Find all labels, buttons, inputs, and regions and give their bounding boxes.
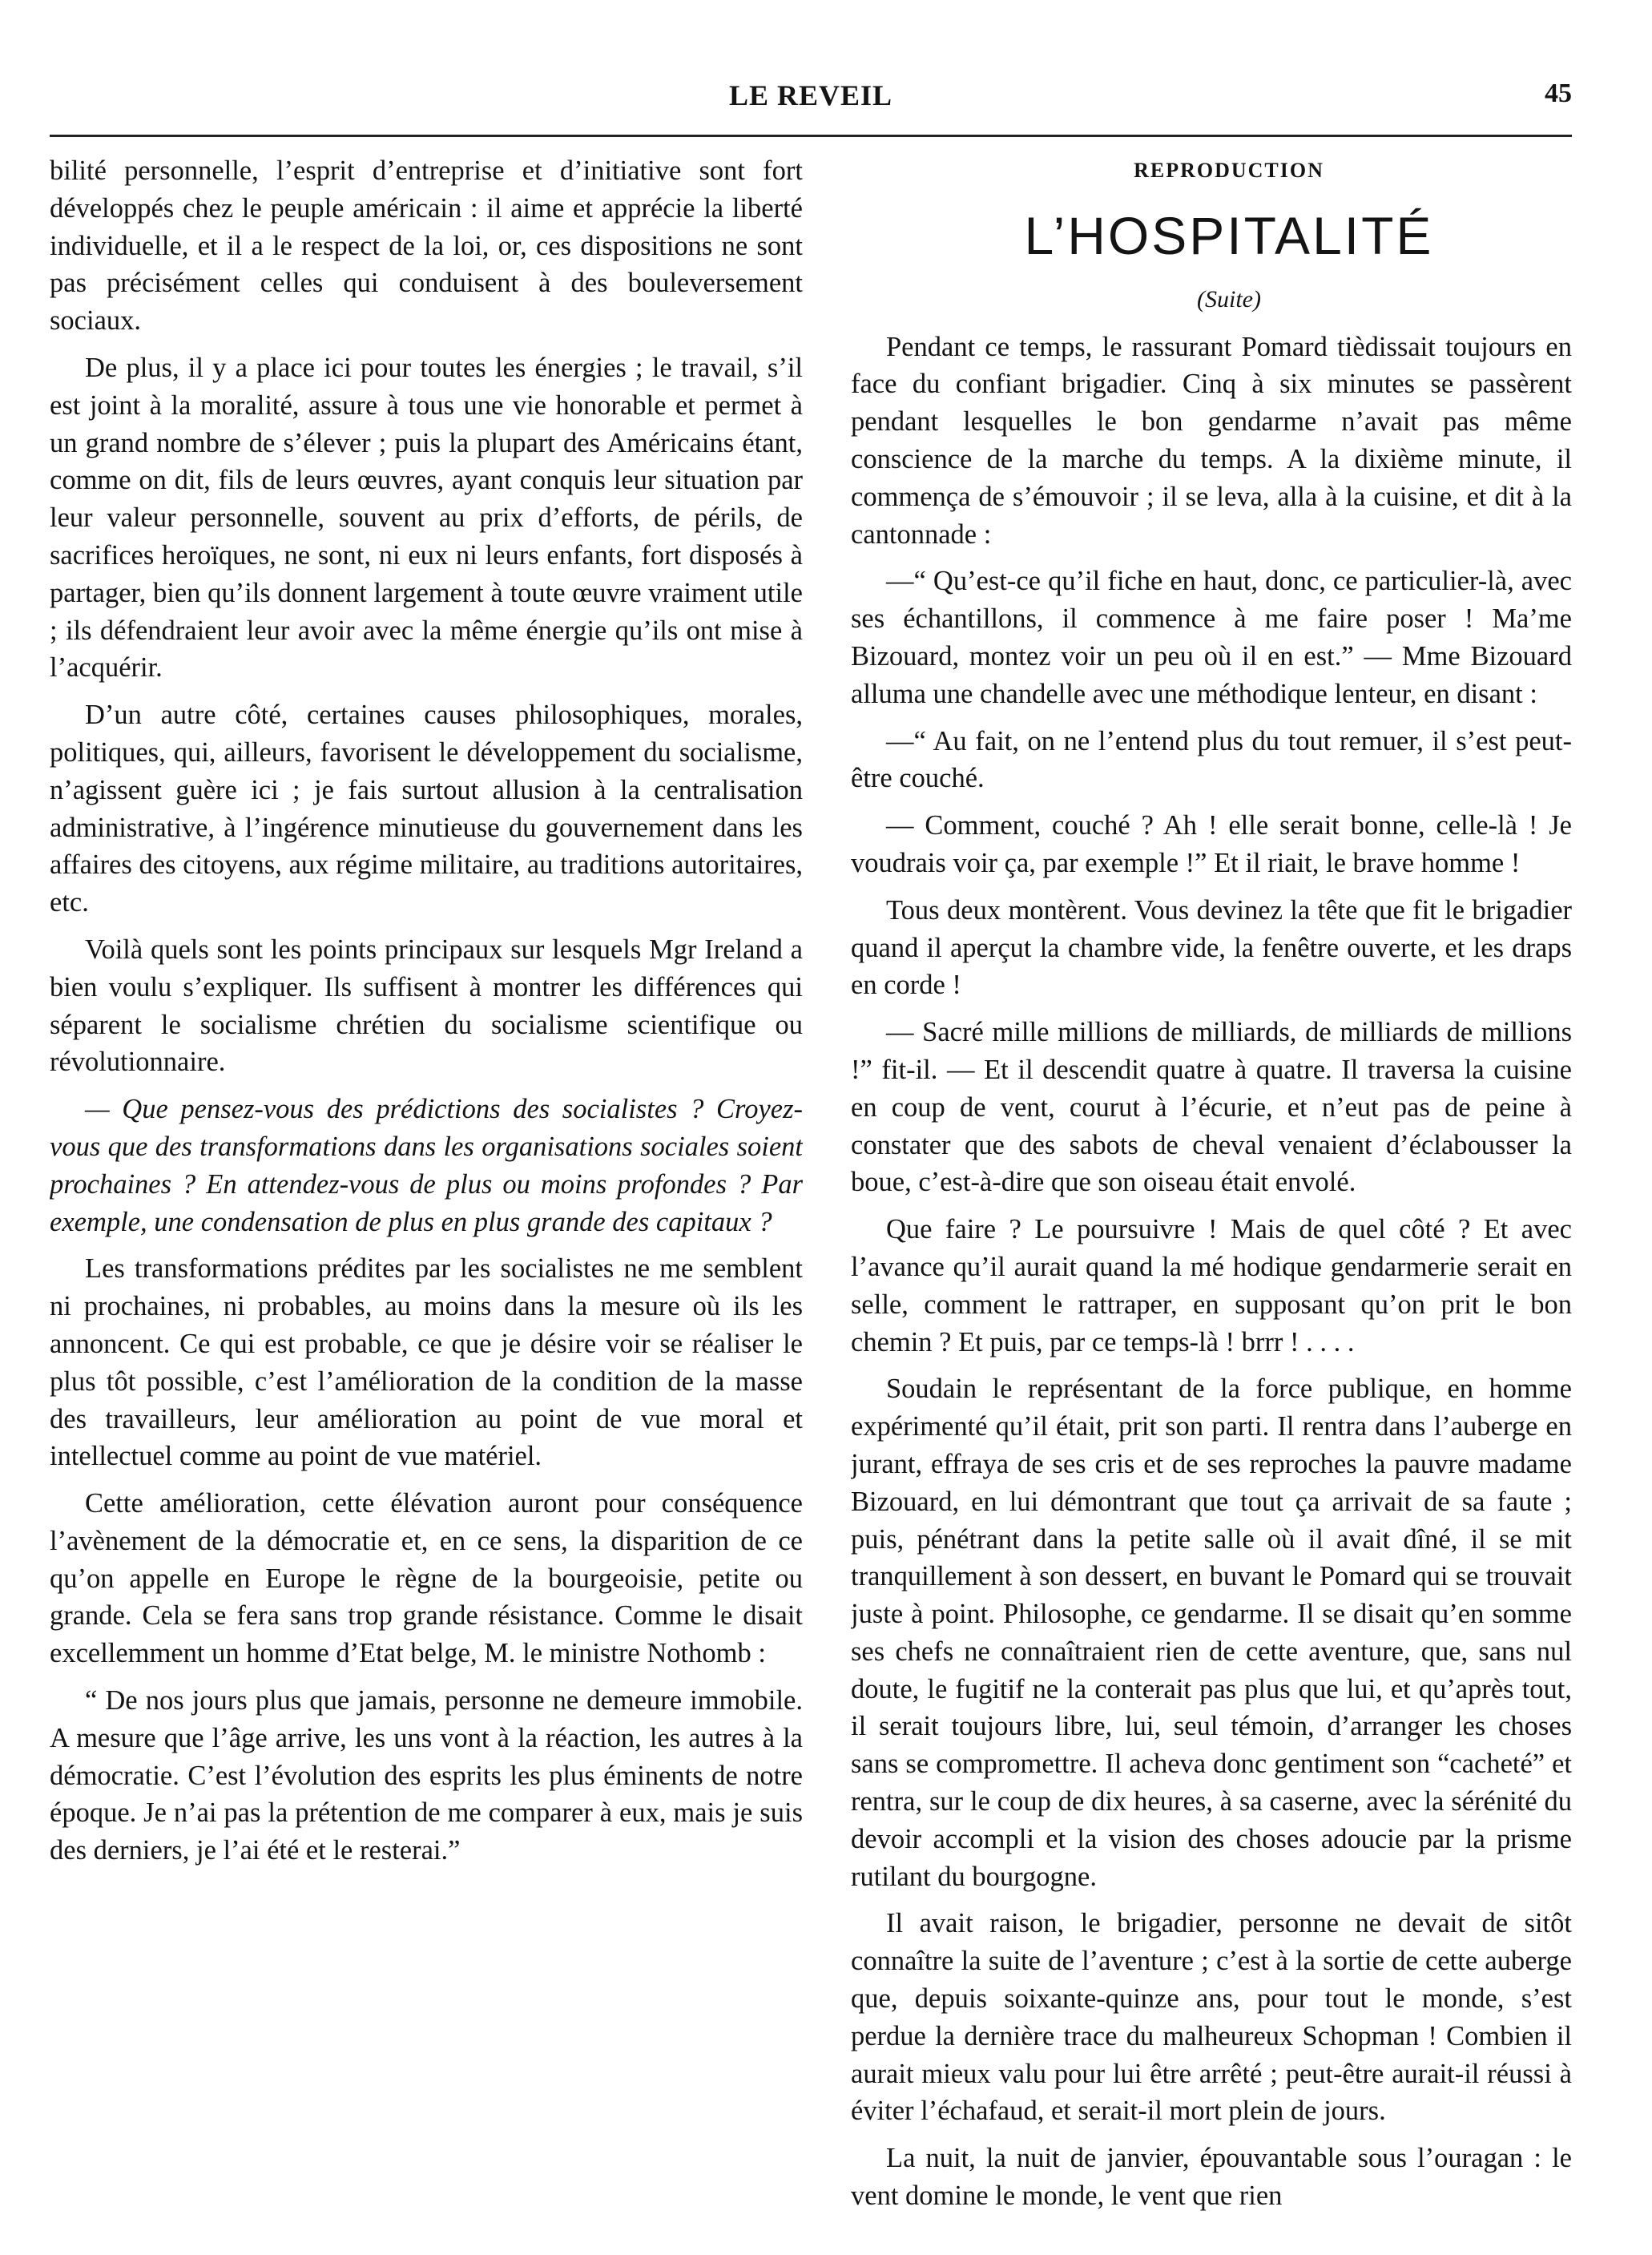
article-subtitle: (Suite) [1197,285,1261,313]
journal-title: LE REVEIL [728,79,893,111]
paragraph: Il avait raison, le brigadier, personne ne devait de sitôt connaître la suite de l’aventure ; c’est à la sortie de cette auberge que, depuis soixante-quinze ans, pour tout le monde, s’est perdue la dernière trace du malheureux Schopman ! Combien il aurait mieux valu pour lui être arrêté ; peut-être aurait-il réussi à éviter l’échafaud, et serait-il mort plein de jours. [851,1908,1572,2127]
paragraph: De plus, il y a place ici pour toutes les énergies ; le travail, s’il est joint à la moralité, assure à tous une vie honorable et permet à un grand nombre de s’élever ; puis la plupart des Américains étant, comme on dit, fils de leurs œuvres, ayant conquis leur situation par leur valeur personnelle, souvent au prix d’efforts, de périls, de sacrifices heroïques, ne sont, ni eux ni leurs enfants, fort disposés à partager, bien qu’ils donnent largement à toute œuvre vraiment utile ; ils défendraient leur avoir avec la même énergie qu’ils ont mise à l’acquérir. [50,352,803,684]
header-rule [50,135,1572,137]
paragraph: Soudain le représentant de la force publique, en homme expérimenté qu’il était, prit son parti. Il rentra dans l’auberge en jurant, effraya de ses cris et de ses reproches la pauvre madame Bizouard, en lui démontrant que tout ça arrivait de sa faute ; puis, pénétrant dans la petite salle où il avait dîné, il se mit tranquillement à son dessert, en buvant le Pomard qui se trouvait juste à point. Philosophe, ce gendarme. Il se disait qu’en somme ses chefs ne connaîtraient rien de cette aventure, que, sans nul doute, le fugitif ne la conterait pas plus que lui, et qu’après tout, il serait toujours libre, lui, seul témoin, d’arranger les choses sans se compromettre. Il acheva donc gentiment son “cacheté” et rentra, sur le coup de dix heures, à sa caserne, avec la sérénité du devoir accompli et la vision des choses adoucie par la prisme rutilant du bourgogne. [851,1374,1572,1892]
paragraph: Pendant ce temps, le rassurant Pomard tièdissait toujours en face du confiant brigadier. Cinq à six minutes se passèrent pendant lesquelles le bon gendarme n’avait pas même conscience de la marche du temps. A la dixième minute, il commença de s’émouvoir ; il se leva, alla à la cuisine, et dit à la cantonnade : [851,331,1572,550]
paragraph: Que faire ? Le poursuivre ! Mais de quel côté ? Et avec l’avance qu’il aurait quand la mé hodique gendarmerie serait en selle, comment le rattraper, en supposant qu’on prit le bon chemin ? Et puis, par ce temps-là ! brrr ! . . . . [851,1214,1572,1357]
paragraph: D’un autre côté, certaines causes philosophiques, morales, politiques, qui, ailleurs, favorisent le développement du socialisme, n’agissent guère ici ; je fais surtout allusion à la centralisation administrative, à l’ingérence minutieuse du gouvernement dans les affaires des citoyens, aux régime militaire, au traditions autoritaires, etc. [50,700,803,918]
paragraph: Tous deux montèrent. Vous devinez la tête que fit le brigadier quand il aperçut la chambre vide, la fenêtre ouverte, et les draps en corde ! [851,894,1572,1001]
paragraph: Les transformations prédites par les socialistes ne me semblent ni prochaines, ni probables, au moins dans la mesure où ils les annoncent. Ce qui est probable, ce que je désire voir se réaliser le plus tôt possible, c’est l’amélioration de la condition de la masse des travailleurs, leur amélioration au point de vue moral et intellectuel comme au point de vue matériel. [50,1253,803,1472]
paragraph: Voilà quels sont les points principaux sur lesquels Mgr Ireland a bien voulu s’expliquer. Ils suffisent à montrer les différences qui séparent le socialisme chrétien du socialisme scientifique ou révolutionnaire. [50,934,803,1078]
left-column [50,152,803,2228]
page-number: 45 [1545,79,1572,108]
section-label: REPRODUCTION [1134,159,1324,182]
right-column [851,152,1572,2228]
article-title: L’HOSPITALITÉ [1024,205,1434,265]
paragraph: —“ Au fait, on ne l’entend plus du tout remuer, il s’est peut-être couché. [851,725,1572,794]
paragraph: bilité personnelle, l’esprit d’entreprise et d’initiative sont fort développés chez le peuple américain : il aime et apprécie la liberté individuelle, et il a le respect de la loi, or, ces dispositions ne sont pas précisément celles qui conduisent à des bouleversement sociaux. [50,155,803,337]
paragraph: — Sacré mille millions de milliards, de milliards de millions !” fit-il. — Et il descendit quatre à quatre. Il traversa la cuisine en coup de vent, courut à l’écurie, et n’eut pas de peine à constater que des sabots de cheval venaient d’éclabousser la boue, c’est-à-dire que son oiseau était envolé. [851,1017,1572,1198]
paragraph: La nuit, la nuit de janvier, épouvantable sous l’ouragan : le vent domine le monde, le vent que rien [851,2143,1572,2212]
paragraph: Cette amélioration, cette élévation auront pour conséquence l’avènement de la démocratie et, en ce sens, la disparition de ce qu’on appelle en Europe le règne de la bourgeoisie, petite ou grande. Cela se fera sans trop grande résistance. Comme le disait excellemment un homme d’Etat belge, M. le ministre Nothomb : [50,1488,803,1669]
quotation: “ De nos jours plus que jamais, personne ne demeure immobile. A mesure que l’âge arrive, les uns vont à la réaction, les autres à la démocratie. C’est l’évolution des esprits les plus éminents de notre époque. Je n’ai pas la prétention de me comparer à eux, mais je suis des derniers, je l’ai été et le resterai.” [50,1685,803,1866]
paragraph: —“ Qu’est-ce qu’il fiche en haut, donc, ce particulier-là, avec ses échantillons, il commence à me faire poser ! Ma’me Bizouard, montez voir un peu où il en est.” — Mme Bizouard alluma une chandelle avec une méthodique lenteur, en disant : [851,566,1572,709]
interview-question: — Que pensez-vous des prédictions des socialistes ? Croyez-vous que des transformations dans les organisations sociales soient prochaines ? En attendez-vous de plus ou moins profondes ? Par exemple, une condensation de plus en plus grande des capitaux ? [50,1094,803,1237]
page-header [50,79,1572,127]
paragraph: — Comment, couché ? Ah ! elle serait bonne, celle-là ! Je voudrais voir ça, par exemple !” Et il riait, le brave homme ! [851,810,1572,878]
